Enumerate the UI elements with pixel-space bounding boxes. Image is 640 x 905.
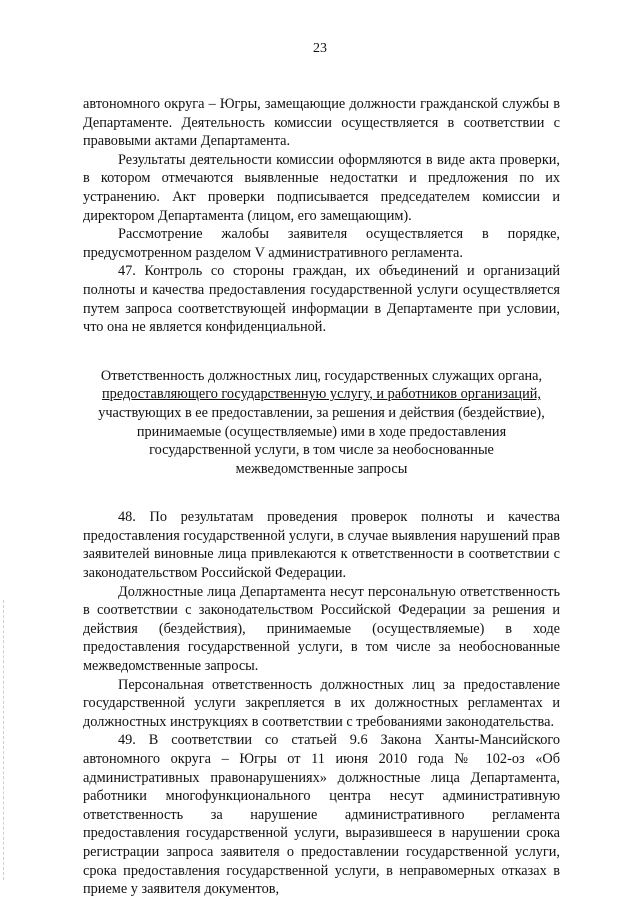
paragraph-job-regulations: Персональная ответственность должностных лиц за предоставление государственной услуги закрепляется в их должностных регламентах и должностных инструкциях в соответствии с требованиями законодательства. <box>83 676 560 730</box>
paragraph-48-liability: 48. По результатам проведения проверок полноты и качества предоставления государственной услуги, в случае выявления нарушений прав заявителей виновные лица привлекаются к ответственности в соответствии с законодательством Российской Федерации. <box>83 509 560 582</box>
paragraph-committee-results: Результаты деятельности комиссии оформляются в виде акта проверки, в котором отмечаются выявленные недостатки и предложения по их устранению. Акт проверки подписывается председателем комиссии и директором Департамента (лицом, его замещающим). <box>83 151 560 224</box>
paragraph-complaint-review: Рассмотрение жалобы заявителя осуществляется в порядке, предусмотренном разделом V административного регламента. <box>83 226 560 261</box>
page-number: 23 <box>313 41 327 56</box>
paragraph-49-administrative-liability: 49. В соответствии со статьей 9.6 Закона Ханты-Мансийского автономного округа – Югры от 11 июня 2010 года № 102-оз «Об административных правонарушениях» должностные лица Департамента, работники многофункционального центра несут административную ответственность за нарушение административного регламента предоставления государственной услуги, выразившееся в нарушении срока регистрации запроса заявителя о предоставлении государственной услуги, срока предоставления государственной услуги, в неправомерных отказах в приеме у заявителя документов, <box>83 732 560 898</box>
paragraph-47-citizen-control: 47. Контроль со стороны граждан, их объединений и организаций полноты и качества предоставления государственной услуги осуществляется путем запроса соответствующей информации в Департаменте при условии, что она не является конфиденциальной. <box>83 263 560 336</box>
heading-line: участвующих в ее предоставлении, за решения и действия (бездействие), <box>98 404 545 421</box>
scan-margin-marks <box>3 600 6 880</box>
heading-line: принимаемые (осуществляемые) ими в ходе предоставления <box>136 423 507 440</box>
heading-line: государственной услуги, в том числе за необоснованные <box>149 442 494 459</box>
heading-line: Ответственность должностных лиц, государственных служащих органа, <box>100 367 543 384</box>
paragraph-personal-responsibility: Должностные лица Департамента несут персональную ответственность в соответствии с законодательством Российской Федерации за решения и действия (бездействия), принимаемые (осуществляемые) в ходе предоставления государственной услуги, в том числе за необоснованные межведомственные запросы. <box>83 583 560 675</box>
document-body <box>83 95 560 899</box>
paragraph-committee-composition: автономного округа – Югры, замещающие должности гражданской службы в Департаменте. Деятельность комиссии осуществляется в соответствии с правовыми актами Департамента. <box>83 96 560 150</box>
section-heading-responsibility <box>83 367 560 479</box>
heading-line: межведомственные запросы <box>235 460 408 477</box>
heading-line: предоставляющего государственную услугу, и работников организаций, <box>102 386 541 403</box>
